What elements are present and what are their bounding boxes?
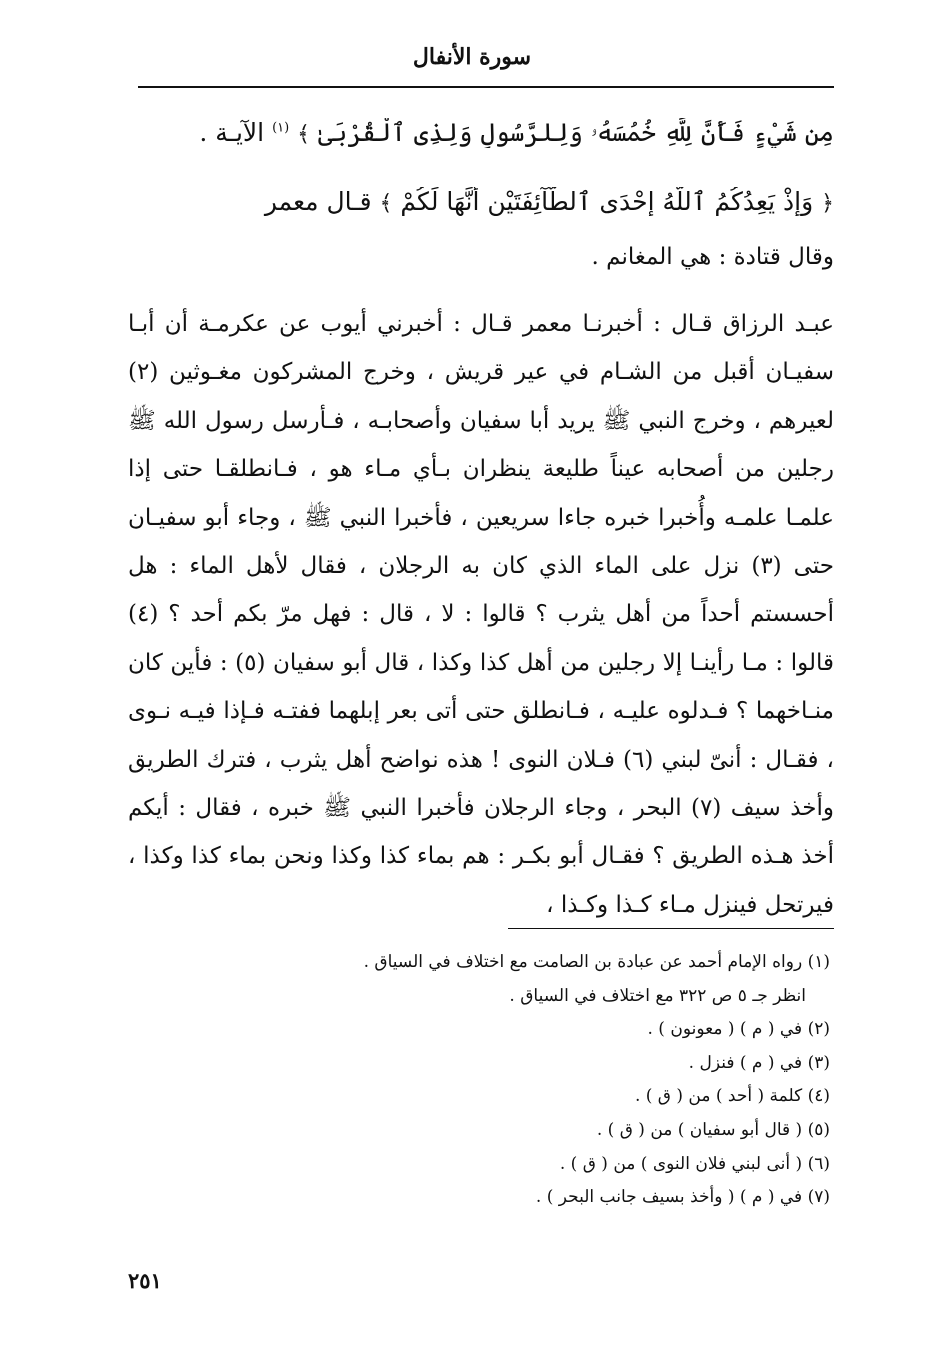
verse-open-bracket: ﴿ (821, 191, 834, 216)
quran-verse-2: وَإِذْ يَعِدُكُمُ ٱللَّهُ إِحْدَى ٱلطَّآئِفَتَيْنِ أَنَّهَا لَكُمْ (400, 187, 814, 216)
verse-line-1 (128, 118, 834, 148)
verse-2-suffix: قـال معمر (264, 187, 372, 216)
footnote-rule (508, 928, 834, 929)
footnotes (300, 946, 830, 1215)
footnote-ref-1: (١) (272, 120, 290, 136)
footnote-3: (٣) في ( م ) فنزل . (688, 1052, 830, 1073)
footnote-2: (٢) في ( م ) ( معونون ) . (647, 1019, 830, 1040)
header-rule (138, 86, 834, 88)
page-number: ٢٥١ (128, 1268, 162, 1293)
footnote-1-continued: انظر جـ ٥ ص ٣٢٢ مع اختلاف في السياق . (509, 985, 806, 1006)
verse-close-bracket: ﴾ (297, 122, 311, 147)
quran-verse-1: مِن شَيْءٍ فَأَنَّ لِلَّهِ خُمُسَهُۥ وَلِلرَّسُولِ وَلِذِى ٱلْقُرْبَىٰ (318, 118, 834, 147)
main-text (128, 300, 834, 929)
footnote-5: (٥) ( قال أبو سفيان ) من ( ق ) . (596, 1119, 830, 1140)
running-header-title: سورة الأنفال (412, 44, 532, 70)
footnote-4: (٤) كلمة ( أحد ) من ( ق ) . (634, 1086, 830, 1107)
footnote-1: (١) رواه الإمام أحمد عن عبادة بن الصامت مع اختلاف في السياق . (363, 952, 830, 972)
body-paragraph: عبـد الرزاق قـال : أخبرنـا معمر قـال : أخبرني أيوب عن عكرمـة أن أبـا سفيـان أقبل من الشـام في عير قريش ، وخرج المشركون مغـوثين (٢) لعيرهم ، وخرج النبي ﷺ يريد أبا سفيان وأصحابـه ، فـأرسل رسول الله ﷺ رجلين من أصحابه عيناً طليعة ينظران بـأي مـاء هو ، فـانطلقـا حتى إذا علمـا علمـه وأُخبرا خبره جاءا سريعين ، فأخبرا النبي ﷺ ، وجاء أبو سفيـان حتى (٣) نزل على الماء الذي كان به الرجلان ، فقال لأهل الماء : هل أحسستم أحداً من أهل يثرب ؟ قالوا : لا ، قال : فهل مرّ بكم أحد ؟ (٤) قالوا : مـا رأينـا إلا رجلين من أهل كذا وكذا ، قال أبو سفيان (٥) : فأين كان منـاخهما ؟ فـدلوه عليـه ، فـانطلق حتى أتى بعر إبلهما ففتـه فـإذا فيـه نـوى ، فقـال : أنىّ لبني (٦) فـلان النوى ! هذه نواضح أهل يثرب ، فترك الطريق وأخذ سيف (٧) البحر ، وجاء الرجلان فأخبرا النبي ﷺ خبره ، فقال : أيكم أخذ هـذه الطريق ؟ فقـال أبو بكـر : هم بماء كذا وكذا ونحن بماء كذا وكذا ، فيرتحل فينزل مـاء كـذا وكـذا ، (128, 311, 834, 918)
verse-line-2 (128, 187, 834, 216)
footnote-7: (٧) في ( م ) ( وأخذ بسيف جانب البحر ) . (535, 1187, 830, 1208)
verse-1-suffix: الآيـة . (199, 118, 265, 147)
qatada-line: وقال قتادة : هي المغانم . (591, 244, 834, 270)
footnote-6: (٦) ( أنى لبني فلان النوى ) من ( ق ) . (559, 1153, 830, 1174)
verse-close-bracket-2: ﴾ (379, 191, 393, 216)
